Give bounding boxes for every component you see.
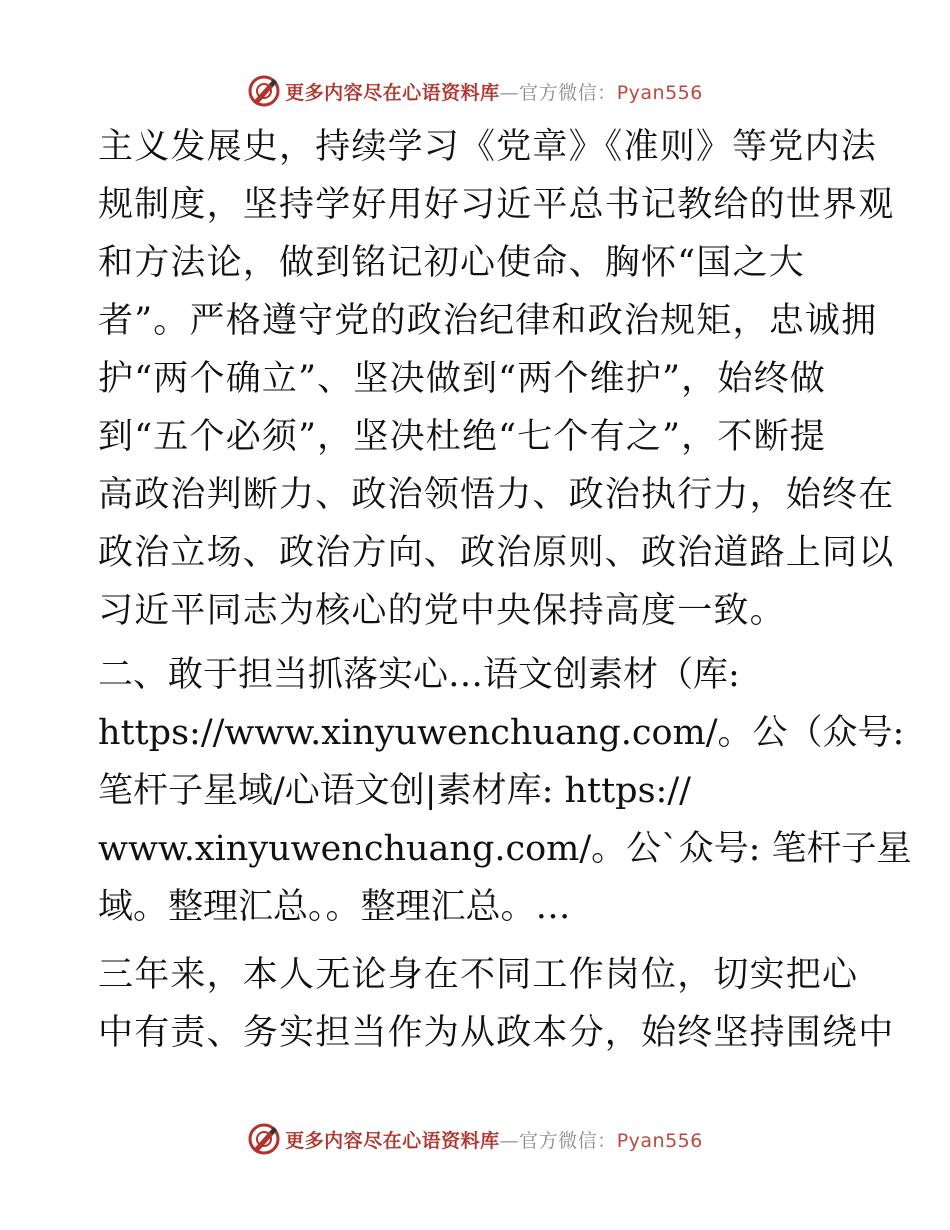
- watermark-dash: —: [499, 81, 520, 104]
- text-line: 到“五个必须”，坚决杜绝“七个有之”，不断提: [98, 417, 826, 457]
- watermark-wechat-handle: Pyan556: [616, 1129, 703, 1152]
- watermark-wechat-label: 官方微信：: [519, 81, 617, 104]
- text-line: 者”。严格遵守党的政治纪律和政治规矩，忠诚拥: [98, 301, 878, 341]
- text-line: 域。整理汇总。。整理汇总。…: [98, 887, 571, 927]
- watermark-banner-top: [0, 71, 950, 111]
- text-line: 主义发展史，持续学习《党章》《准则》等党内法: [98, 127, 877, 167]
- text-line: 护“两个确立”、坚决做到“两个维护”，始终做: [98, 359, 826, 399]
- text-line: 笔杆子星域/心语文创|素材库: https://: [98, 771, 691, 811]
- document-body: [98, 118, 912, 1074]
- text-line: https://www.xinyuwenchuang.com/。公（众号:: [98, 713, 905, 753]
- watermark-banner-bottom: [0, 1119, 950, 1159]
- text-line: 和方法论，做到铭记初心使命、胸怀“国之大: [98, 243, 805, 283]
- paragraph-1: [98, 118, 895, 640]
- text-line: 政治立场、政治方向、政治原则、政治道路上同以: [98, 533, 895, 573]
- paragraph-2: [98, 646, 912, 936]
- watermark-wechat-handle: Pyan556: [616, 81, 703, 104]
- watermark-site-text: 更多内容尽在心语资料库: [285, 81, 500, 104]
- text-line: www.xinyuwenchuang.com/。公`众号: 笔杆子星: [98, 829, 912, 869]
- watermark-site-text: 更多内容尽在心语资料库: [285, 1129, 500, 1152]
- text-line: 高政治判断力、政治领悟力、政治执行力，始终在: [98, 475, 895, 515]
- text-line: 三年来，本人无论身在不同工作岗位，切实把心: [98, 955, 859, 995]
- text-line: 习近平同志为核心的党中央保持高度一致。: [98, 591, 786, 631]
- watermark-dash: —: [499, 1129, 520, 1152]
- text-line: 中有责、务实担当作为从政本分，始终坚持围绕中: [98, 1013, 895, 1053]
- section-heading-line: 二、敢于担当抓落实心…语文创素材（库:: [98, 655, 740, 695]
- paragraph-3: [98, 946, 895, 1062]
- pen-logo-icon: [247, 74, 281, 108]
- pen-logo-icon: [247, 1122, 281, 1156]
- text-line: 规制度，坚持学好用好习近平总书记教给的世界观: [98, 185, 895, 225]
- watermark-wechat-label: 官方微信：: [519, 1129, 617, 1152]
